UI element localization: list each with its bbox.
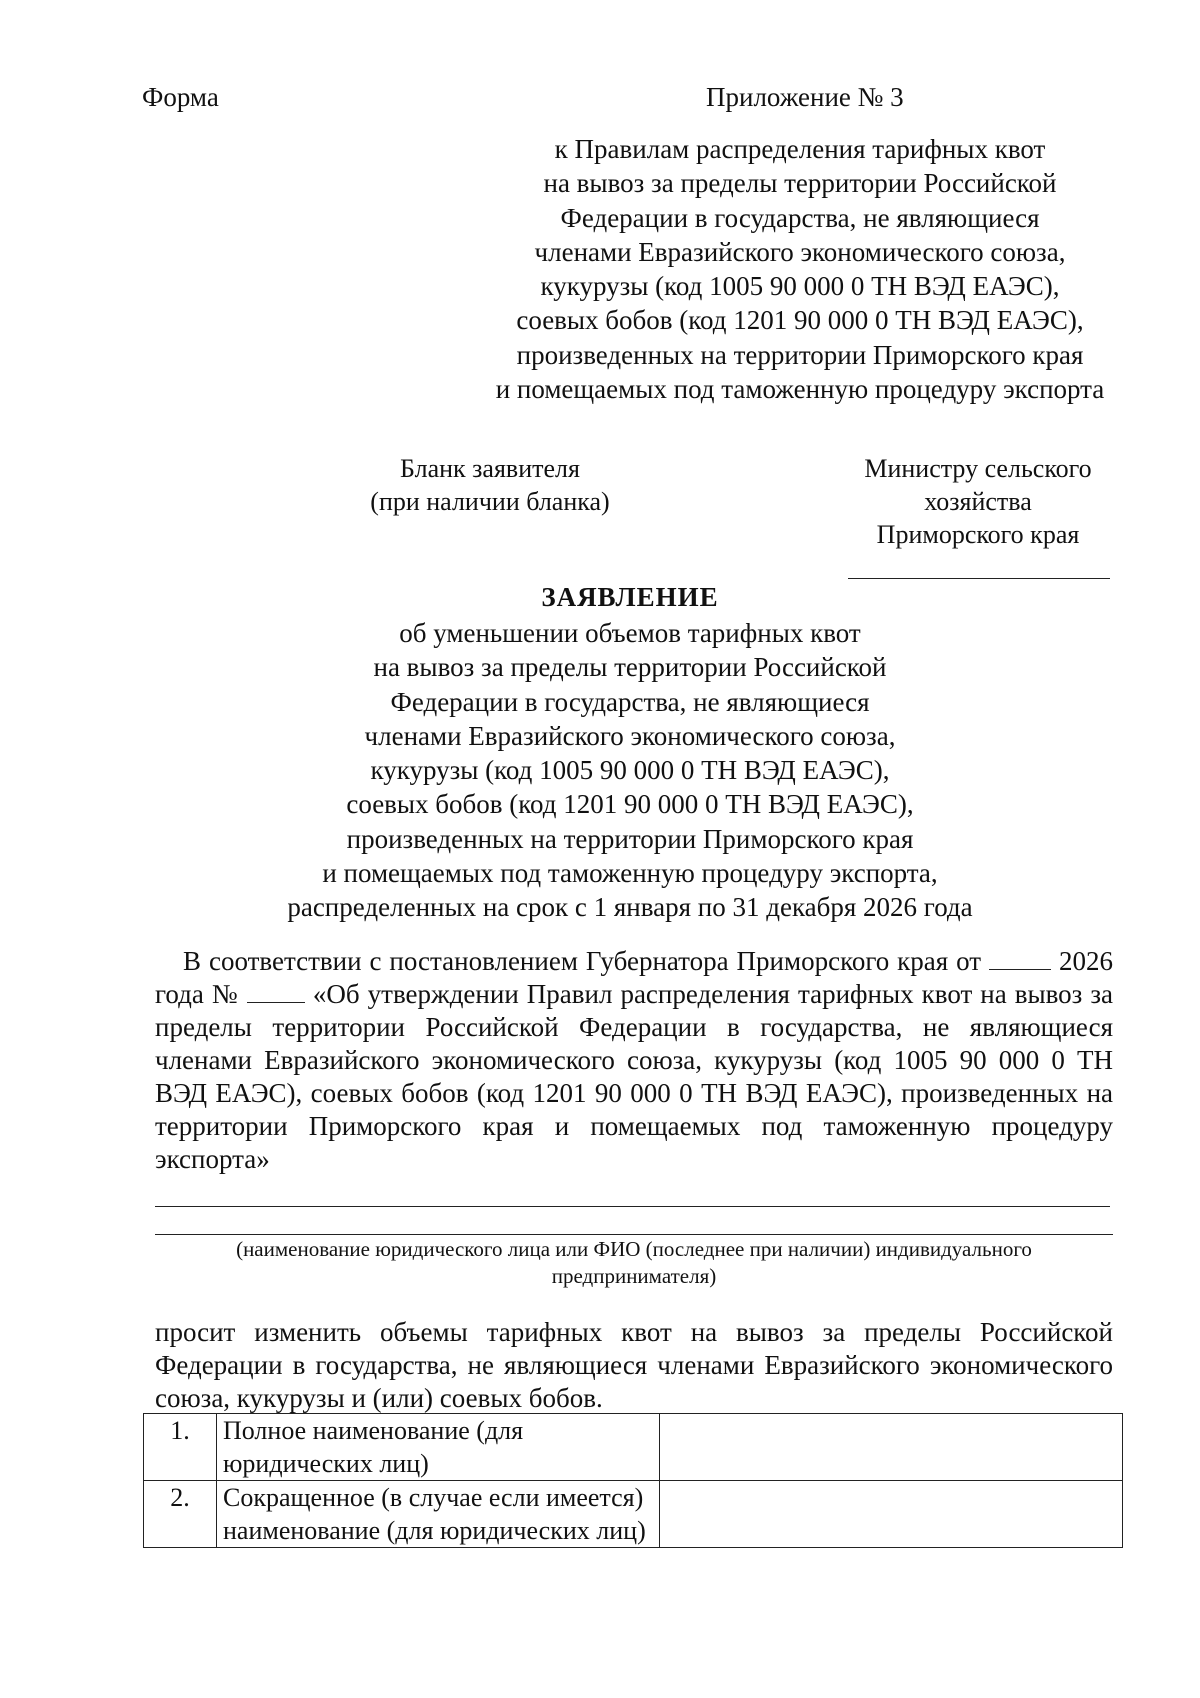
form-label: Форма: [142, 82, 219, 112]
appendix-line: произведенных на территории Приморского края: [516, 339, 1084, 370]
name-caption: (наименование юридического лица или ФИО (последнее при наличии) индивидуального предпринимателя): [236, 1237, 1032, 1288]
subtitle-line: Федерации в государства, не являющиеся: [390, 686, 870, 717]
date-blank: [989, 947, 1051, 970]
appendix-line: и помещаемых под таможенную процедуру экспорта: [495, 374, 1105, 405]
body-part-3: «Об утверждении Правил распределения тарифных квот на вывоз за пределы территории Российской Федерации в государства, не являющиеся членами Евразийского экономического союза, кукурузы (код 1005 90 000 0 ТН ВЭД ЕАЭС), соевых бобов (код 1201 90 000 0 ТН ВЭД ЕАЭС), произведенных на территории Приморского края и помещаемых под таможенную процедуру экспорта»: [155, 979, 1114, 1174]
appendix-line: членами Евразийского экономического союза,: [534, 236, 1066, 267]
row-number: 1.: [144, 1414, 217, 1481]
addressee-line: Приморского края: [876, 520, 1080, 549]
addressee-line: хозяйства: [924, 487, 1032, 516]
subtitle-line: соевых бобов (код 1201 90 000 0 ТН ВЭД ЕАЭС),: [346, 789, 914, 820]
appendix-line: соевых бобов (код 1201 90 000 0 ТН ВЭД ЕАЭС),: [516, 305, 1084, 336]
appendix-line: кукурузы (код 1005 90 000 0 ТН ВЭД ЕАЭС),: [540, 271, 1060, 302]
appendix-line: на вывоз за пределы территории Российской: [543, 168, 1057, 199]
statement-title: ЗАЯВЛЕНИЕ: [541, 582, 719, 612]
subtitle-line: распределенных на срок с 1 января по 31 декабря 2026 года: [287, 892, 973, 923]
body-paragraph: [155, 945, 1113, 1176]
body-part-1: В соответствии с постановлением Губернатора Приморского края от: [183, 946, 982, 976]
row-number: 2.: [144, 1481, 217, 1548]
name-blank-line-2: [155, 1234, 1113, 1235]
addressee-signature-blank: [848, 578, 1110, 579]
appendix-line: к Правилам распределения тарифных квот: [554, 134, 1046, 164]
subtitle-line: на вывоз за пределы территории Российской: [373, 652, 887, 683]
table-row: [144, 1414, 1123, 1481]
request-paragraph: просит изменить объемы тарифных квот на вывоз за пределы Российской Федерации в государства, не являющиеся членами Евразийского экономического союза, кукурузы и (или) соевых бобов.: [155, 1317, 1113, 1413]
applicant-blank-line: Бланк заявителя: [400, 454, 580, 483]
applicant-blank: [330, 452, 650, 518]
appendix-reference: [470, 132, 1130, 406]
subtitle-line: об уменьшении объемов тарифных квот: [399, 618, 861, 648]
applicant-blank-line: (при наличии бланка): [370, 487, 610, 516]
appendix-number: Приложение № 3: [706, 82, 904, 112]
row-value-field[interactable]: [660, 1481, 1123, 1548]
subtitle-line: членами Евразийского экономического союза,: [364, 720, 896, 751]
applicant-info-table: [143, 1413, 1123, 1548]
subtitle-line: и помещаемых под таможенную процедуру экспорта,: [322, 858, 938, 889]
table-row: [144, 1481, 1123, 1548]
number-blank: [247, 980, 305, 1003]
addressee: [828, 452, 1128, 551]
row-label: Сокращенное (в случае если имеется) наименование (для юридических лиц): [217, 1481, 660, 1548]
row-value-field[interactable]: [660, 1414, 1123, 1481]
appendix-line: Федерации в государства, не являющиеся: [560, 202, 1040, 233]
row-label: Полное наименование (для юридических лиц): [217, 1414, 660, 1481]
addressee-line: Министру сельского: [864, 454, 1092, 483]
name-blank-line-1: [155, 1206, 1110, 1207]
subtitle-line: произведенных на территории Приморского края: [346, 823, 914, 854]
body-part-2: 2026 года №: [155, 946, 1113, 1009]
subtitle-line: кукурузы (код 1005 90 000 0 ТН ВЭД ЕАЭС),: [370, 755, 890, 786]
statement-subtitle: [200, 616, 1060, 925]
